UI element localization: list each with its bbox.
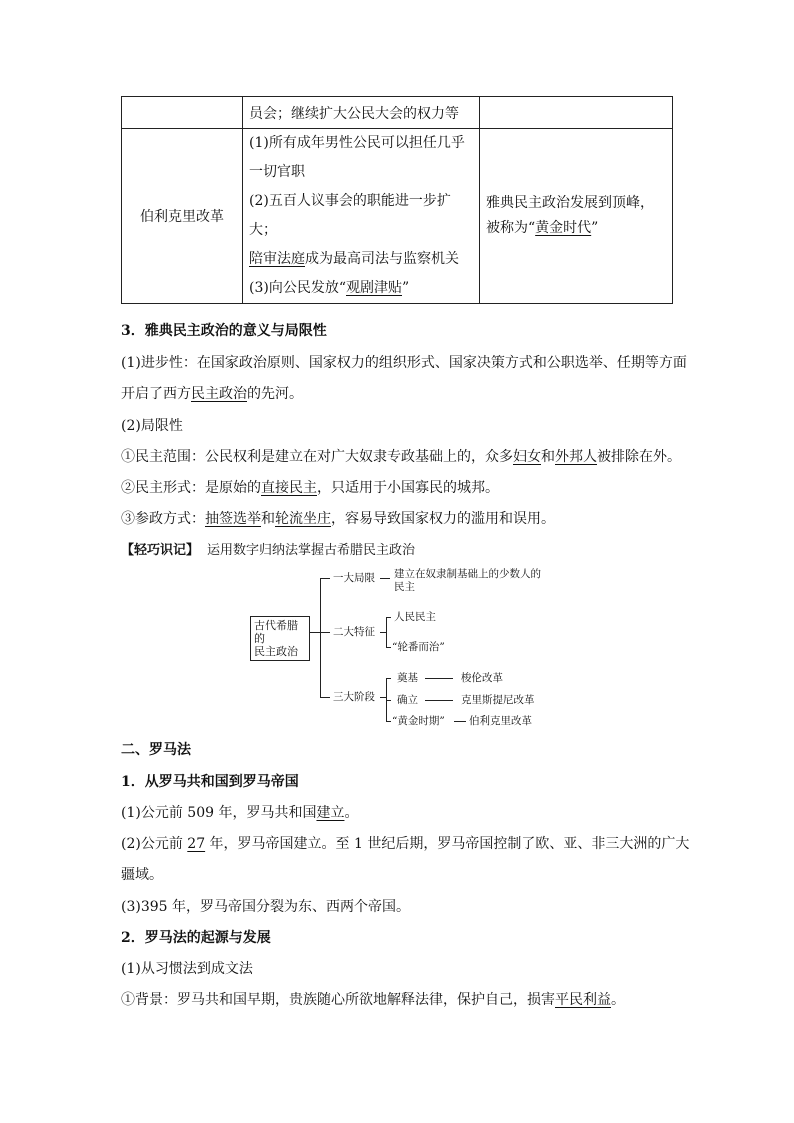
text: (3)向公民发放“ bbox=[249, 280, 346, 296]
connector bbox=[320, 632, 330, 633]
leaf-label: “轮番而治” bbox=[392, 641, 445, 653]
text: 。 bbox=[611, 992, 625, 1008]
text: ①背景：罗马共和国早期，贵族随心所欲地解释法律，保护自己，损害 bbox=[121, 992, 555, 1008]
leaf-label: 人民民主 bbox=[394, 611, 436, 623]
paragraph: (3)395 年，罗马帝国分裂为东、西两个帝国。 bbox=[121, 899, 411, 915]
paragraph: (2)局限性 bbox=[121, 418, 183, 434]
underlined-term: 抽签选举 bbox=[205, 511, 261, 527]
text: ②民主形式：是原始的 bbox=[121, 480, 261, 496]
paragraph bbox=[121, 509, 681, 529]
paragraph bbox=[121, 478, 681, 498]
content-line bbox=[249, 187, 473, 245]
content-line bbox=[249, 158, 473, 187]
text: ③参政方式： bbox=[121, 511, 205, 527]
content-line bbox=[249, 274, 473, 303]
paragraph bbox=[121, 834, 690, 854]
table-cell bbox=[480, 97, 673, 129]
connector bbox=[320, 578, 330, 579]
reform-content-cell bbox=[243, 129, 480, 304]
event-label: 梭伦改革 bbox=[461, 672, 503, 684]
underlined-term: 建立 bbox=[316, 805, 345, 821]
table-cell bbox=[122, 97, 243, 129]
connector bbox=[386, 617, 391, 618]
connector bbox=[425, 678, 453, 679]
connector bbox=[425, 700, 453, 701]
connector bbox=[386, 700, 391, 701]
text: ” bbox=[591, 220, 599, 236]
text: ①民主范围：公民权利是建立在对广大奴隶专政基础上的，众多 bbox=[121, 449, 513, 465]
stage-label: 确立 bbox=[397, 694, 418, 706]
connector bbox=[386, 721, 391, 722]
table-row bbox=[122, 129, 673, 304]
text: 开启了西方 bbox=[121, 386, 191, 402]
section-heading: 3．雅典民主政治的意义与局限性 bbox=[121, 323, 327, 339]
content-line bbox=[249, 245, 473, 274]
connector bbox=[386, 617, 387, 647]
memo-tag: 【轻巧识记】 bbox=[121, 543, 200, 558]
root-label: 民主政治 bbox=[254, 645, 298, 658]
connector bbox=[380, 578, 390, 579]
paragraph bbox=[121, 990, 681, 1010]
text: 的先河。 bbox=[247, 386, 303, 402]
connector bbox=[310, 632, 320, 633]
text: ，只适用于小国寡民的城邦。 bbox=[317, 480, 499, 496]
text: 雅典民主政治发展到顶峰，被称为“ bbox=[486, 195, 654, 236]
part-heading: 二、罗马法 bbox=[121, 742, 191, 758]
underlined-term: 观剧津贴 bbox=[346, 280, 402, 296]
paragraph bbox=[121, 384, 681, 404]
connector bbox=[320, 697, 330, 698]
branch-label: 二大特征 bbox=[333, 626, 375, 638]
text: 一切官职 bbox=[249, 164, 305, 180]
paragraph: (1)进步性：在国家政治原则、国家权力的组织形式、国家决策方式和公职选举、任期等方面 bbox=[121, 355, 687, 371]
paragraph bbox=[121, 447, 681, 467]
underlined-term: 陪审法庭 bbox=[249, 251, 305, 267]
text: ，容易导致国家权力的滥用和误用。 bbox=[331, 511, 555, 527]
underlined-term: 轮流坐庄 bbox=[275, 511, 331, 527]
text: 和 bbox=[261, 511, 275, 527]
paragraph: (1)从习惯法到成文法 bbox=[121, 961, 253, 977]
reform-table bbox=[121, 96, 673, 304]
text: ” bbox=[402, 280, 410, 296]
text: (2)五百人议事会的职能进一步扩大； bbox=[249, 193, 451, 238]
section-heading: 2．罗马法的起源与发展 bbox=[121, 930, 271, 946]
text: 成为最高司法与监察机关 bbox=[305, 251, 459, 267]
section-heading: 1．从罗马共和国到罗马帝国 bbox=[121, 774, 299, 790]
connector bbox=[454, 721, 466, 722]
text: (1)所有成年男性公民可以担任几乎 bbox=[249, 135, 465, 151]
content-line bbox=[249, 129, 473, 158]
reform-impact-cell bbox=[480, 129, 673, 304]
underlined-term: 27 bbox=[187, 836, 206, 852]
branch-label: 三大阶段 bbox=[333, 691, 375, 703]
underlined-term: 直接民主 bbox=[261, 480, 317, 496]
paragraph bbox=[121, 803, 681, 823]
event-label: 伯利克里改革 bbox=[469, 715, 532, 727]
connector bbox=[320, 578, 321, 697]
table-row bbox=[122, 97, 673, 129]
table-cell: 员会；继续扩大公民大会的权力等 bbox=[243, 97, 480, 129]
event-label: 克里斯提尼改革 bbox=[461, 694, 535, 706]
leaf-label bbox=[394, 568, 541, 594]
root-box bbox=[250, 616, 310, 661]
underlined-term: 外邦人 bbox=[555, 449, 597, 465]
text: 建立在奴隶制基础上的少数人的 bbox=[394, 568, 541, 580]
text: (2)公元前 bbox=[121, 836, 188, 852]
branch-label: 一大局限 bbox=[333, 572, 375, 584]
underlined-term: 黄金时代 bbox=[535, 220, 592, 236]
text: 被排除在外。 bbox=[597, 449, 681, 465]
root-label: 古代希腊的 bbox=[254, 619, 298, 645]
underlined-term: 平民利益 bbox=[555, 992, 611, 1008]
memo-line bbox=[121, 541, 681, 561]
text: 。 bbox=[344, 805, 359, 821]
underlined-term: 民主政治 bbox=[191, 386, 247, 402]
stage-label: 奠基 bbox=[397, 672, 418, 684]
memo-text: 运用数字归纳法掌握古希腊民主政治 bbox=[207, 543, 416, 558]
connector bbox=[386, 647, 391, 648]
connector bbox=[386, 678, 391, 679]
reform-name-cell: 伯利克里改革 bbox=[122, 129, 243, 304]
underlined-term: 妇女 bbox=[513, 449, 541, 465]
text: 民主 bbox=[394, 581, 415, 593]
stage-label: “黄金时期” bbox=[392, 715, 445, 727]
paragraph: 疆域。 bbox=[121, 867, 163, 883]
text: 和 bbox=[541, 449, 555, 465]
text: (1)公元前 509 年，罗马共和国 bbox=[121, 805, 317, 821]
text: 年，罗马帝国建立。至 1 世纪后期，罗马帝国控制了欧、亚、非三大洲的广大 bbox=[205, 836, 690, 852]
